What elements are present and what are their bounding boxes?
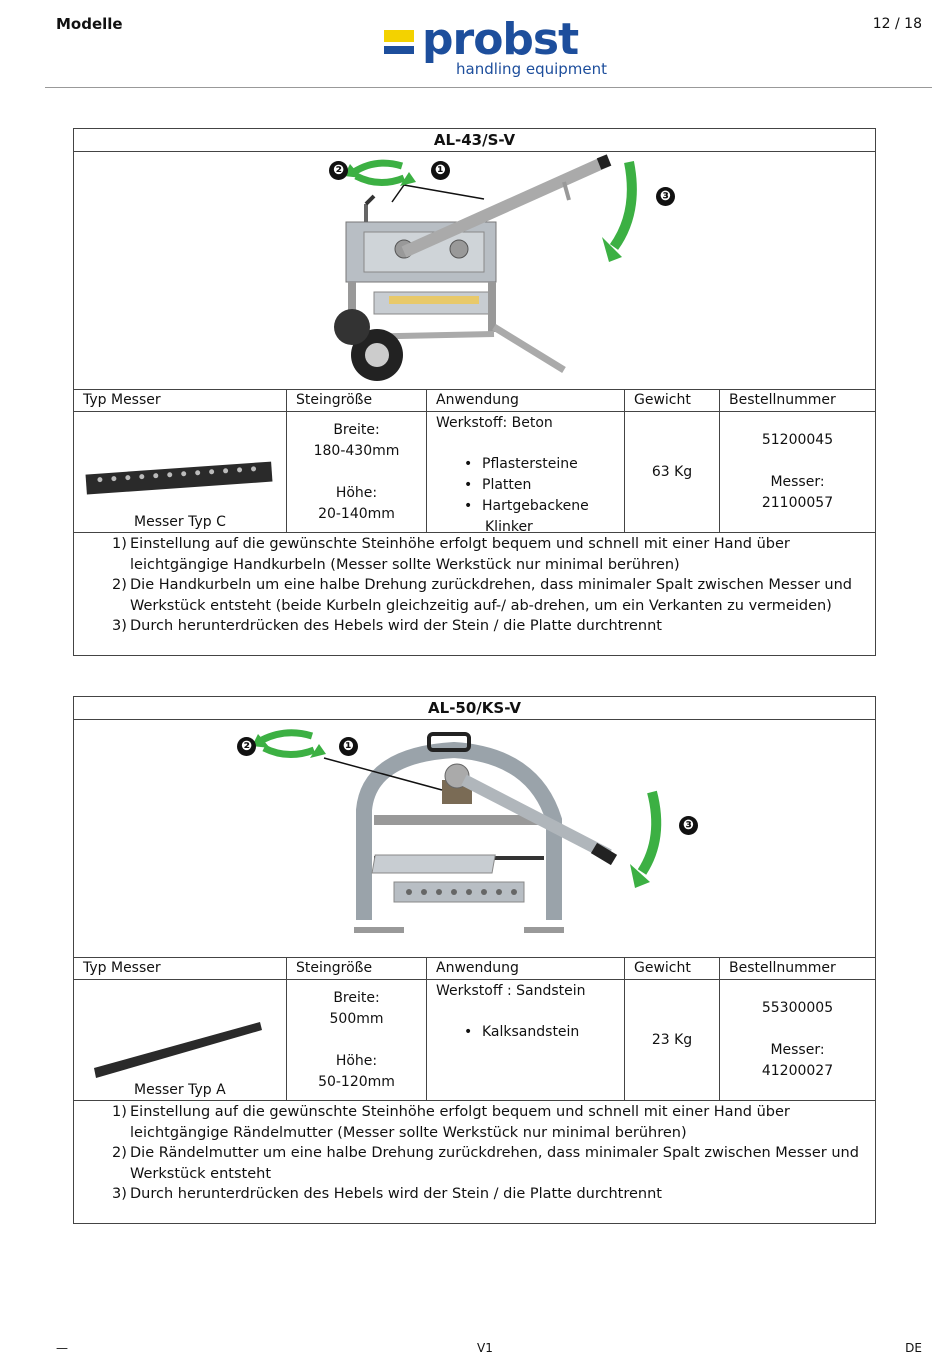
- callout-3-icon: ❸: [656, 187, 675, 206]
- callout-1-icon: ❶: [431, 161, 450, 180]
- height-label: Höhe:: [335, 1052, 378, 1069]
- col-header-weight: Gewicht: [625, 390, 719, 412]
- instruction-list: [74, 1101, 875, 1223]
- model-title: AL-43/S-V: [74, 129, 875, 152]
- instruction-step: 2) Die Handkurbeln um eine halbe Drehung zurückdrehen, dass minimaler Spalt zwischen Messer und Werkstück entsteht (beide Kurbeln gleichzeitig auf-/ ab-drehen, um ein Verkanten zu vermeiden): [112, 577, 852, 614]
- use-item: • Pflastersteine: [464, 454, 624, 475]
- width-value: 500mm: [329, 1010, 384, 1027]
- weight-value: 23 Kg: [651, 1031, 693, 1048]
- product-photo-al50: [74, 720, 875, 958]
- col-header-application: Anwendung: [427, 958, 624, 980]
- lever-cutter-icon: [74, 152, 875, 390]
- instruction-step: 3) Durch herunterdrücken des Hebels wird der Stein / die Platte durchtrennt: [112, 1186, 662, 1202]
- product-photo-al43: [74, 152, 875, 390]
- instruction-step: 1) Einstellung auf die gewünschte Steinhöhe erfolgt bequem und schnell mit einer Hand über leichtgängige Handkurbeln (Messer sollte Werkstück nur minimal berühren): [112, 536, 790, 573]
- blade-type-label: Messer Typ A: [134, 1082, 226, 1098]
- header-divider: [45, 87, 932, 88]
- instruction-step: 1) Einstellung auf die gewünschte Steinhöhe erfolgt bequem und schnell mit einer Hand über leichtgängige Rändelmutter (Messer sollte Werkstück nur minimal berühren): [112, 1104, 790, 1141]
- col-header-application: Anwendung: [427, 390, 624, 412]
- weight-value: 63 Kg: [651, 463, 693, 480]
- blade-cell: [74, 412, 286, 532]
- section-title: Modelle: [56, 15, 123, 33]
- blade-type-label: Messer Typ C: [134, 514, 226, 530]
- spec-table: [74, 958, 875, 1101]
- blade-number-label: Messer:: [770, 474, 825, 490]
- use-item: • Kalksandstein: [464, 1022, 624, 1043]
- arch-cutter-icon: [74, 720, 875, 958]
- order-number: 55300005: [761, 1000, 834, 1016]
- blade-a-icon: [80, 982, 280, 1082]
- application-cell: [427, 980, 624, 1100]
- col-header-blade: Typ Messer: [74, 390, 286, 412]
- col-header-size: Steingröße: [287, 390, 426, 412]
- blade-number: 41200027: [761, 1063, 834, 1079]
- instruction-step: 2) Die Rändelmutter um eine halbe Drehung zurückdrehen, dass minimaler Spalt zwischen Messer und Werkstück entsteht: [112, 1145, 859, 1182]
- logo-word: probst: [422, 14, 579, 65]
- col-header-weight: Gewicht: [625, 958, 719, 980]
- order-number: 51200045: [761, 432, 834, 448]
- footer-version: V1: [477, 1341, 493, 1355]
- callout-2-icon: ❷: [329, 161, 348, 180]
- logo-bars-icon: [384, 30, 414, 54]
- footer-left: —: [56, 1341, 68, 1355]
- height-label: Höhe:: [335, 484, 378, 501]
- height-value: 50-120mm: [318, 1073, 395, 1090]
- width-label: Breite:: [333, 989, 380, 1006]
- model-title: AL-50/KS-V: [74, 697, 875, 720]
- application-cell: [427, 412, 624, 535]
- page-number: 12 / 18: [872, 16, 922, 32]
- model-card-al50: [73, 696, 876, 1224]
- use-item-continued: Klinker: [485, 519, 533, 535]
- callout-2-icon: ❷: [237, 737, 256, 756]
- instruction-step: 3) Durch herunterdrücken des Hebels wird der Stein / die Platte durchtrennt: [112, 618, 662, 634]
- material: Werkstoff: Beton: [436, 415, 553, 431]
- probst-logo: [384, 14, 608, 82]
- material: Werkstoff : Sandstein: [436, 983, 586, 999]
- logo-subtitle: handling equipment: [456, 60, 608, 78]
- use-item: • Platten: [464, 475, 624, 496]
- blade-number-label: Messer:: [770, 1042, 825, 1058]
- col-header-blade: Typ Messer: [74, 958, 286, 980]
- spec-table: [74, 390, 875, 533]
- callout-3-icon: ❸: [679, 816, 698, 835]
- col-header-size: Steingröße: [287, 958, 426, 980]
- col-header-order: Bestellnummer: [720, 958, 875, 980]
- height-value: 20-140mm: [318, 505, 395, 522]
- callout-1-icon: ❶: [339, 737, 358, 756]
- col-header-order: Bestellnummer: [720, 390, 875, 412]
- use-item: Hartgebackene: [482, 498, 589, 514]
- model-card-al43: [73, 128, 876, 656]
- footer-language: DE: [905, 1341, 922, 1355]
- blade-c-icon: [80, 414, 280, 514]
- width-label: Breite:: [333, 421, 380, 438]
- width-value: 180-430mm: [313, 442, 400, 459]
- blade-number: 21100057: [761, 495, 834, 511]
- blade-cell: [74, 980, 286, 1100]
- instruction-list: [74, 533, 875, 655]
